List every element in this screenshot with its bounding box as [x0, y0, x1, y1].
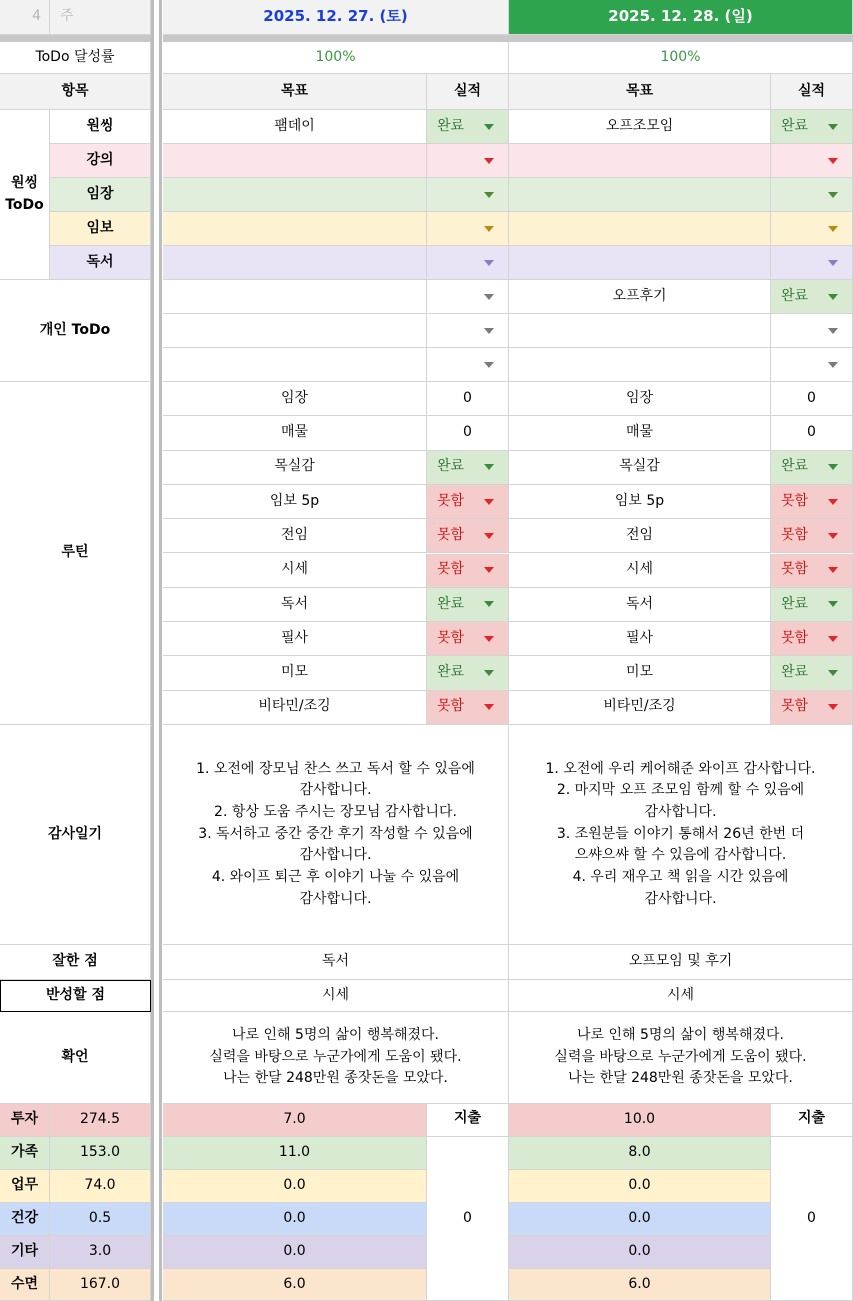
routine-day1-count-0[interactable]: 0 [427, 382, 509, 416]
header-divider [0, 35, 853, 42]
day1-result-header: 실적 [427, 74, 509, 110]
time-total-4: 3.0 [50, 1236, 151, 1269]
onesing-label-2: 임장 [50, 178, 151, 212]
day1-expense-label: 지출 [427, 1104, 509, 1137]
onesing-day1-result-2[interactable] [427, 178, 509, 212]
routine-day2-name-4: 전임 [509, 519, 771, 553]
routine-day2-status-4[interactable]: 못함 [771, 519, 853, 553]
day1-rate: 100% [163, 42, 509, 74]
routine-day2-status-5[interactable]: 못함 [771, 554, 853, 588]
personal-day1-goal-2[interactable] [163, 348, 427, 382]
routine-day2-name-8: 미모 [509, 656, 771, 690]
routine-day1-name-1: 매물 [163, 416, 427, 450]
time-category-0: 투자 [0, 1104, 50, 1137]
routine-day2-name-9: 비타민/조깅 [509, 691, 771, 725]
day2-rate: 100% [509, 42, 853, 74]
week-number: 4 [0, 0, 50, 35]
day2-time-0[interactable]: 10.0 [509, 1104, 771, 1137]
affirmation-label: 확언 [0, 1012, 151, 1104]
routine-day1-status-4[interactable]: 못함 [427, 519, 509, 553]
frozen-divider [151, 0, 154, 1301]
time-total-0: 274.5 [50, 1104, 151, 1137]
onesing-label-0: 원씽 [50, 110, 151, 144]
day2-result-header: 실적 [771, 74, 853, 110]
day1-time-2[interactable]: 0.0 [163, 1170, 427, 1203]
routine-label: 루틴 [0, 382, 151, 725]
personal-day2-result-2[interactable] [771, 348, 853, 382]
time-total-2: 74.0 [50, 1170, 151, 1203]
routine-day1-status-6[interactable]: 완료 [427, 588, 509, 622]
routine-day1-count-1[interactable]: 0 [427, 416, 509, 450]
personal-todo-label: 개인 ToDo [0, 280, 151, 382]
routine-day2-name-3: 임보 5p [509, 485, 771, 519]
routine-day2-status-3[interactable]: 못함 [771, 485, 853, 519]
day1-time-1[interactable]: 11.0 [163, 1137, 427, 1170]
day2-time-5[interactable]: 6.0 [509, 1269, 771, 1301]
onesing-day2-goal-1[interactable] [509, 144, 771, 178]
personal-day2-goal-1[interactable] [509, 314, 771, 348]
onesing-label-3: 임보 [50, 212, 151, 246]
reflect-label: 반성할 점 [0, 980, 151, 1012]
personal-day2-goal-0[interactable]: 오프후기 [509, 280, 771, 314]
personal-day2-goal-2[interactable] [509, 348, 771, 382]
onesing-day2-result-2[interactable] [771, 178, 853, 212]
day2-expense-label: 지출 [771, 1104, 853, 1137]
onesing-day1-goal-0[interactable]: 팸데이 [163, 110, 427, 144]
day1-goal-header: 목표 [163, 74, 427, 110]
routine-day2-name-7: 필사 [509, 622, 771, 656]
day1-affirmation[interactable]: 나로 인해 5명의 삶이 행복해졌다. 실력을 바탕으로 누군가에게 도움이 됐다. 나는 한달 248만원 종잣돈을 모았다. [163, 1012, 509, 1104]
day2-goal-header: 목표 [509, 74, 771, 110]
routine-day2-name-2: 목실감 [509, 451, 771, 485]
time-category-2: 업무 [0, 1170, 50, 1203]
onesing-label-1: 강의 [50, 144, 151, 178]
day1-time-5[interactable]: 6.0 [163, 1269, 427, 1301]
day2-affirmation[interactable]: 나로 인해 5명의 삶이 행복해졌다. 실력을 바탕으로 누군가에게 도움이 됐다. 나는 한달 248만원 종잣돈을 모았다. [509, 1012, 853, 1104]
day2-time-1[interactable]: 8.0 [509, 1137, 771, 1170]
onesing-day1-result-1[interactable] [427, 144, 509, 178]
day2-time-4[interactable]: 0.0 [509, 1236, 771, 1269]
good-label: 잘한 점 [0, 945, 151, 980]
day2-time-2[interactable]: 0.0 [509, 1170, 771, 1203]
routine-day2-status-7[interactable]: 못함 [771, 622, 853, 656]
time-category-1: 가족 [0, 1137, 50, 1170]
personal-day2-result-1[interactable] [771, 314, 853, 348]
day2-time-3[interactable]: 0.0 [509, 1203, 771, 1236]
personal-day1-goal-1[interactable] [163, 314, 427, 348]
day2-gratitude[interactable]: 1. 오전에 우리 케어해준 와이프 감사합니다. 2. 마지막 오프 조모임 함께 할 수 있음에 감사합니다. 3. 조원분들 이야기 통해서 26년 한번 더 으쌰으쌰 할 수 있음에 감사합니다. 4. 우리 재우고 책 읽을 시간 있음에 감사합니다. [509, 725, 853, 945]
onesing-group-label: 원씽 ToDo [0, 110, 50, 280]
routine-day1-name-2: 목실감 [163, 451, 427, 485]
routine-day1-name-4: 전임 [163, 519, 427, 553]
onesing-day2-goal-3[interactable] [509, 212, 771, 246]
personal-day1-result-2[interactable] [427, 348, 509, 382]
onesing-day2-goal-4[interactable] [509, 246, 771, 280]
onesing-day1-goal-2[interactable] [163, 178, 427, 212]
routine-day2-count-0[interactable]: 0 [771, 382, 853, 416]
routine-day1-name-0: 임장 [163, 382, 427, 416]
routine-day2-status-8[interactable]: 완료 [771, 656, 853, 690]
day1-time-0[interactable]: 7.0 [163, 1104, 427, 1137]
frozen-divider [159, 0, 162, 1301]
routine-day2-name-6: 독서 [509, 588, 771, 622]
time-total-3: 0.5 [50, 1203, 151, 1236]
week-unit: 주 [50, 0, 151, 35]
onesing-day1-goal-4[interactable] [163, 246, 427, 280]
routine-day1-name-6: 독서 [163, 588, 427, 622]
onesing-day2-result-4[interactable] [771, 246, 853, 280]
routine-day1-name-3: 임보 5p [163, 485, 427, 519]
routine-day2-count-1[interactable]: 0 [771, 416, 853, 450]
personal-day1-result-1[interactable] [427, 314, 509, 348]
day2-date-header: 2025. 12. 28. (일) [509, 0, 853, 35]
day1-time-3[interactable]: 0.0 [163, 1203, 427, 1236]
day1-expense-value[interactable]: 0 [427, 1137, 509, 1301]
day2-reflect[interactable]: 시세 [509, 980, 853, 1012]
routine-day2-status-2[interactable]: 완료 [771, 451, 853, 485]
todo-rate-label: ToDo 달성률 [0, 42, 151, 74]
day1-reflect[interactable]: 시세 [163, 980, 509, 1012]
routine-day1-status-3[interactable]: 못함 [427, 485, 509, 519]
item-header: 항목 [0, 74, 151, 110]
routine-day2-status-9[interactable]: 못함 [771, 691, 853, 725]
routine-day1-name-7: 필사 [163, 622, 427, 656]
onesing-day1-goal-3[interactable] [163, 212, 427, 246]
day1-good[interactable]: 독서 [163, 945, 509, 980]
routine-day1-name-9: 비타민/조깅 [163, 691, 427, 725]
onesing-day1-result-3[interactable] [427, 212, 509, 246]
routine-day2-name-0: 임장 [509, 382, 771, 416]
onesing-day2-result-0[interactable]: 완료 [771, 110, 853, 144]
day2-expense-value[interactable]: 0 [771, 1137, 853, 1301]
personal-day1-goal-0[interactable] [163, 280, 427, 314]
day1-date-header: 2025. 12. 27. (토) [163, 0, 509, 35]
onesing-day2-result-3[interactable] [771, 212, 853, 246]
routine-day2-name-1: 매물 [509, 416, 771, 450]
time-category-3: 건강 [0, 1203, 50, 1236]
time-category-4: 기타 [0, 1236, 50, 1269]
routine-day1-status-2[interactable]: 완료 [427, 451, 509, 485]
onesing-day2-goal-0[interactable]: 오프조모임 [509, 110, 771, 144]
routine-day1-name-8: 미모 [163, 656, 427, 690]
routine-day1-status-5[interactable]: 못함 [427, 554, 509, 588]
time-category-5: 수면 [0, 1269, 50, 1301]
day2-good[interactable]: 오프모임 및 후기 [509, 945, 853, 980]
gratitude-label: 감사일기 [0, 725, 151, 945]
routine-day2-name-5: 시세 [509, 554, 771, 588]
time-total-5: 167.0 [50, 1269, 151, 1301]
personal-day1-result-0[interactable] [427, 280, 509, 314]
day1-gratitude[interactable]: 1. 오전에 장모님 찬스 쓰고 독서 할 수 있음에 감사합니다. 2. 항상 도움 주시는 장모님 감사합니다. 3. 독서하고 중간 중간 후기 작성할 수 있음에 감사합니다. 4. 와이프 퇴근 후 이야기 나눌 수 있음에 감사합니다. [163, 725, 509, 945]
routine-day1-name-5: 시세 [163, 554, 427, 588]
routine-day2-status-6[interactable]: 완료 [771, 588, 853, 622]
day1-time-4[interactable]: 0.0 [163, 1236, 427, 1269]
routine-day1-status-8[interactable]: 완료 [427, 656, 509, 690]
onesing-day1-result-0[interactable]: 완료 [427, 110, 509, 144]
routine-day1-status-9[interactable]: 못함 [427, 691, 509, 725]
onesing-day1-goal-1[interactable] [163, 144, 427, 178]
onesing-day2-goal-2[interactable] [509, 178, 771, 212]
routine-day1-status-7[interactable]: 못함 [427, 622, 509, 656]
time-total-1: 153.0 [50, 1137, 151, 1170]
onesing-day2-result-1[interactable] [771, 144, 853, 178]
personal-day2-result-0[interactable]: 완료 [771, 280, 853, 314]
onesing-label-4: 독서 [50, 246, 151, 280]
onesing-day1-result-4[interactable] [427, 246, 509, 280]
